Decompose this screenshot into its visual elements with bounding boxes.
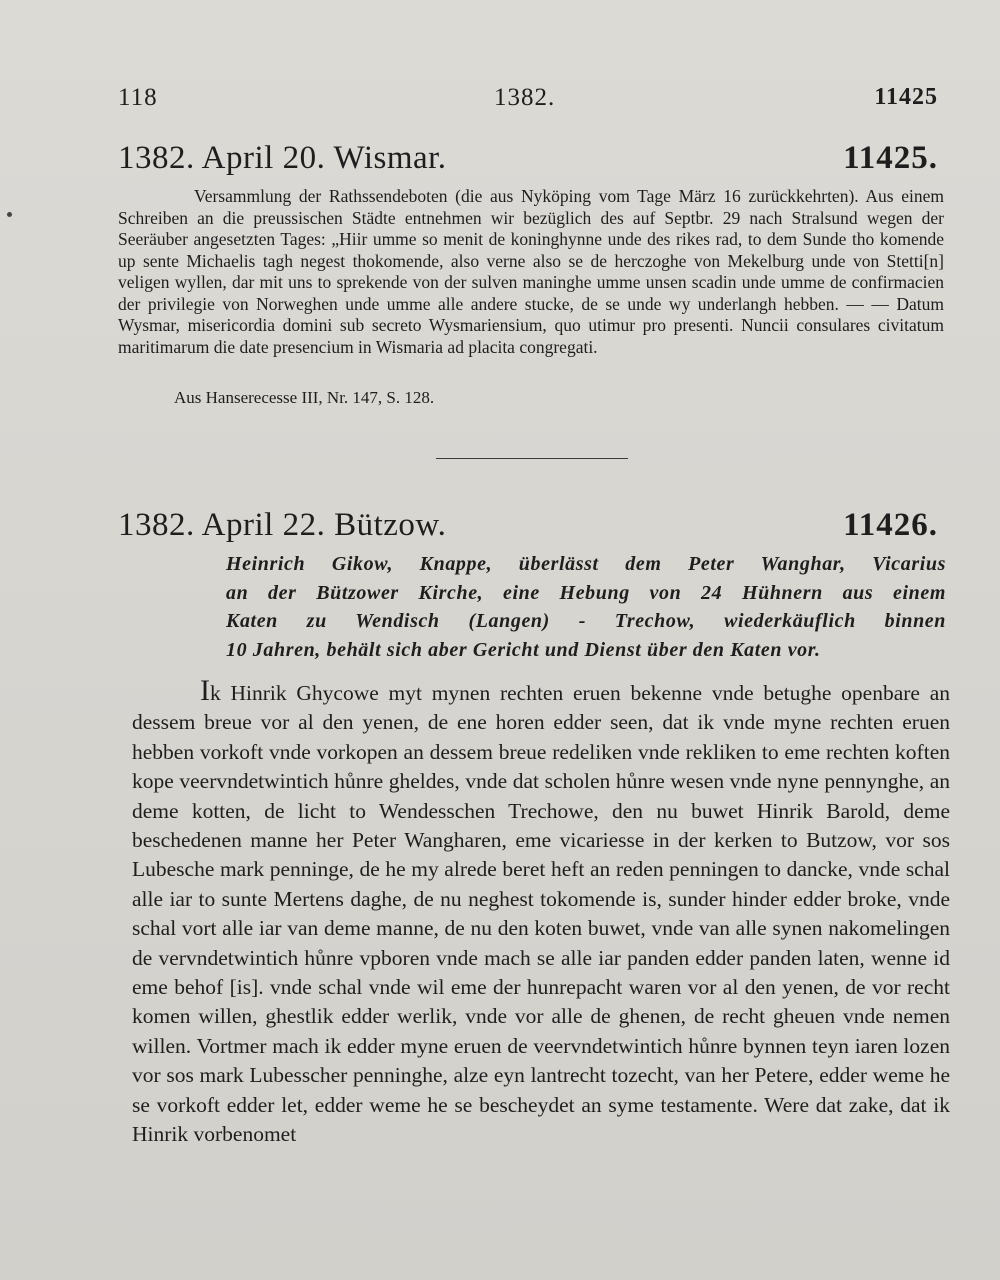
entry-date-line: 1382. April 20. Wismar. bbox=[118, 140, 447, 176]
separator-rule bbox=[436, 458, 628, 459]
entry-heading-11425 bbox=[118, 140, 938, 177]
entry-regest bbox=[226, 550, 946, 664]
initial-letter: I bbox=[200, 674, 210, 707]
entry-number: 11425. bbox=[843, 140, 938, 176]
regest-line: Katen zu Wendisch (Langen) - Trechow, wiederkäuflich binnen bbox=[226, 610, 946, 632]
regest-line: an der Bützower Kirche, eine Hebung von 24 Hühnern aus einem bbox=[226, 581, 946, 604]
regest-line: Heinrich Gikow, Knappe, überlässt dem Peter Wanghar, Vicarius bbox=[226, 553, 946, 575]
regest-line: 10 Jahren, behält sich aber Gericht und Dienst über den Katen vor. bbox=[226, 638, 821, 661]
margin-dot bbox=[7, 212, 12, 217]
entry-number: 11426. bbox=[843, 507, 938, 543]
page-number: 118 bbox=[118, 84, 158, 111]
running-year: 1382. bbox=[494, 84, 556, 111]
charter-body: k Hinrik Ghycowe myt mynen rechten eruen bekenne vnde betughe openbare an dessem breue vor al den yenen, de ene horen edder seen, dat ik vnde myne rechten eruen hebben vorkoft vnde vorkopen an dessem breue redeliken vnde rekliken to eme rechten koften kope veervndetwintich hůnre gheldes, vnde dat scholen hůnre wesen vnde nyne pennynghe, an deme kotten, de licht to Wendesschen Trechowe, den nu buwet Hinrik Barold, deme beschedenen manne her Peter Wangharen, eme vicariesse in der kerken to Butzow, vor sos Lubesche mark penninge, de he my alrede beret heft an reden penningen to dancke, vnde schal alle iar to sunte Mertens daghe, de nu neghest tokomende is, sunder hinder edder broke, vnde schal vort alle iar van deme manne, de nu den koten buwet, vnde van alle synen nakomelingen de vervndetwintich hůnre vpboren vnde mach se alle iar panden edder panden laten, wenne id eme behof [is]. vnde schal vnde wil eme der hunrepacht waren vor al den yenen, de vor recht komen willen, ghestlik edder werlik, vnde vor alle de ghenen, de recht gheuen vnde nemen willen. Vortmer mach ik edder myne eruen de veervndetwintich hůnre bynnen teyn iaren lozen vor sos mark Lubesscher penninghe, alze eyn lantrecht tozecht, van her Petere, edder weme he se vorkoft edder let, edder weme he se bescheydet an syme testamente. Were dat zake, dat ik Hinrik vorbenomet bbox=[132, 681, 950, 1147]
entry-date-line: 1382. April 22. Bützow. bbox=[118, 507, 447, 543]
entry-heading-11426 bbox=[118, 507, 938, 544]
entry-summary-text bbox=[118, 186, 944, 358]
charter-paragraph bbox=[132, 676, 950, 1150]
charter-text bbox=[132, 676, 950, 1150]
entry-source: Aus Hanserecesse III, Nr. 147, S. 128. bbox=[174, 388, 435, 407]
entry-summary-paragraph: Versammlung der Rathssendeboten (die aus Nyköping vom Tage März 16 zurückkehrten). Aus einem Schreiben an die preussischen Städte entnehmen wir bezüglich des auf Septbr. 29 nach Stralsund wegen der Seeräuber angesetzten Tages: „Hiir umme so menit de koninghynne unde des rikes rad, to dem Sunde tho komende up sente Michaelis tagh negest thokomende, also verne also se de herczoghe von Mekelburg unde von Stetti[n] veligen wyllen, dar mit uns to sprekende von der sulven maninghe umme unsen scadin unde umme de confirmacien der privilegie von Norweghen unde umme alle andere stucke, de se unde wy underlangh hebben. — — Datum Wysmar, misericordia domini sub secreto Wysmariensium, quo utimur pro presenti. Nuncii consulares civitatum maritimarum die date presencium in Wismaria ad placita congregati. bbox=[118, 186, 944, 357]
running-entry-number: 11425 bbox=[874, 84, 938, 110]
